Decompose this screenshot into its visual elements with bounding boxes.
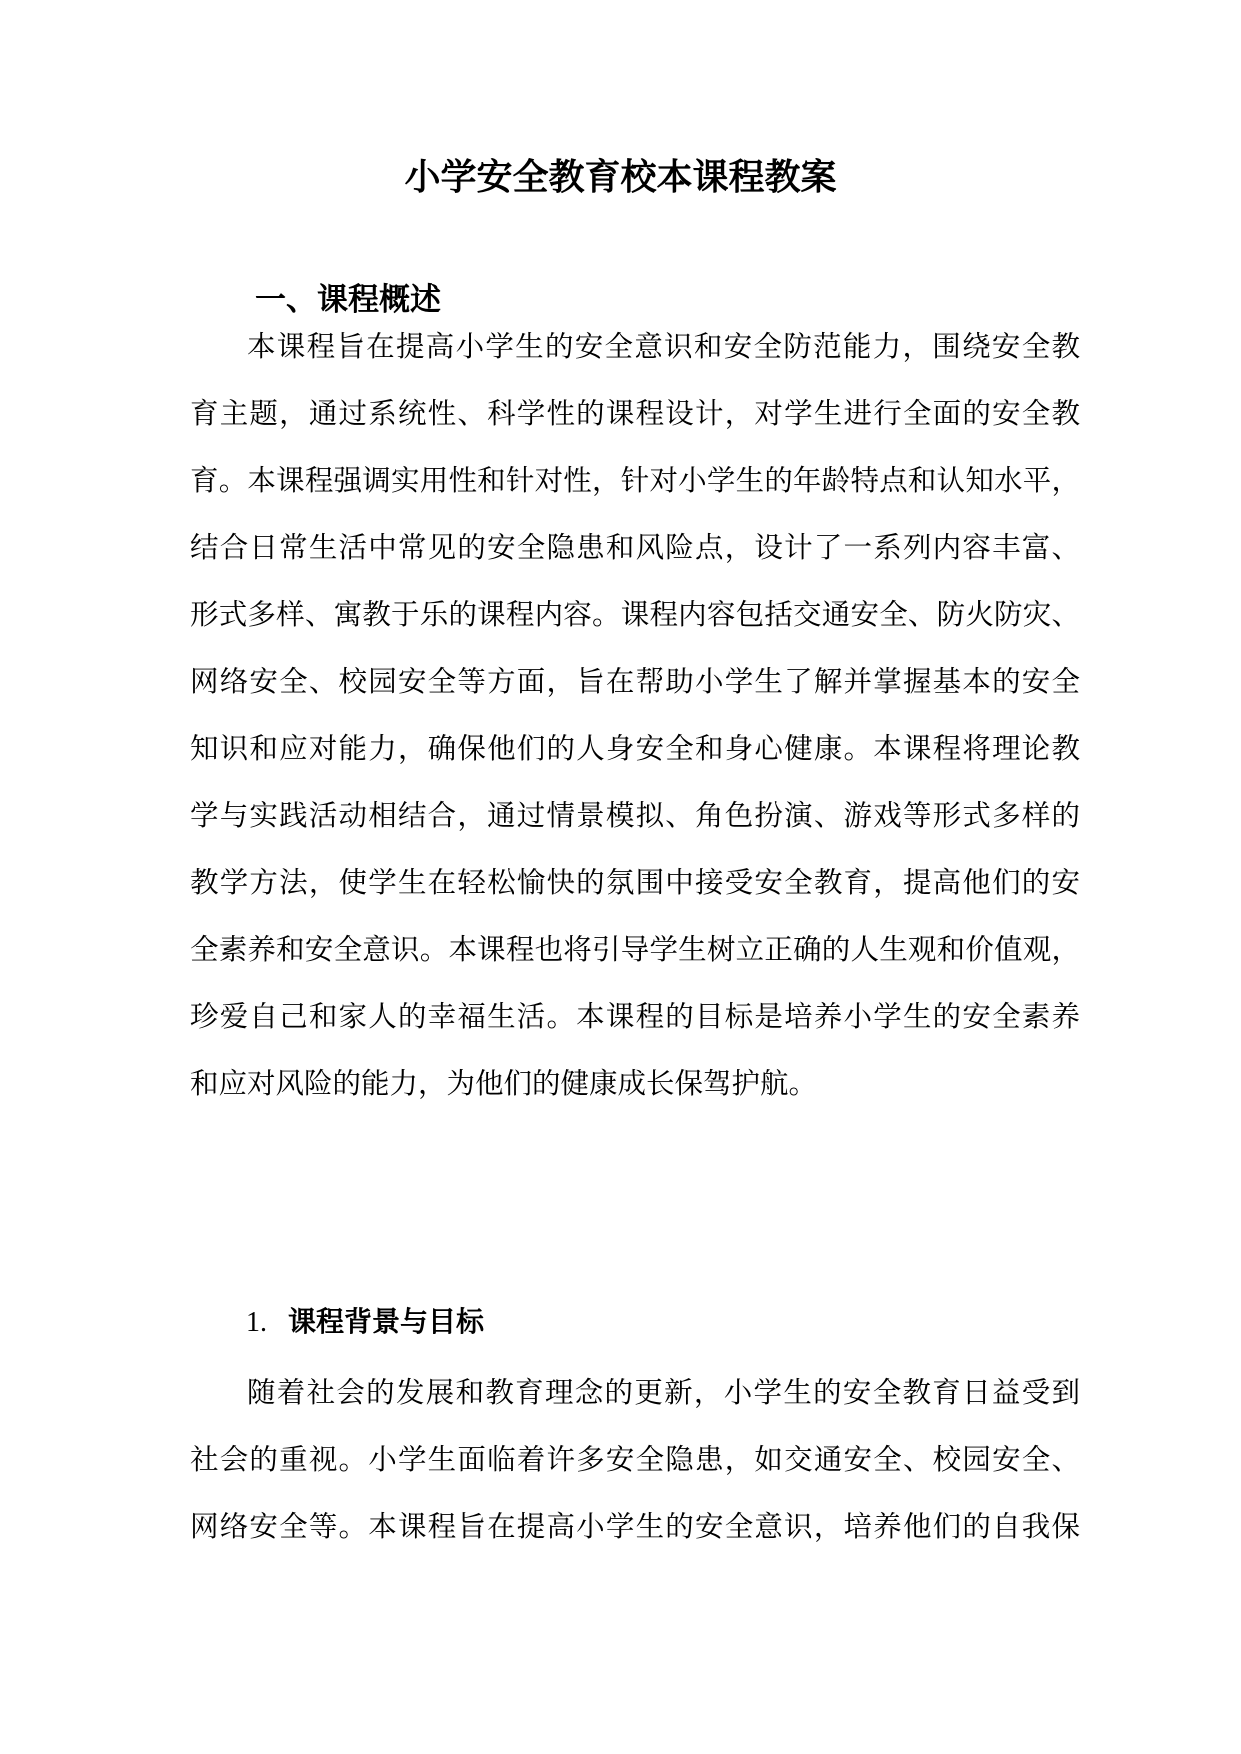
paragraph-line: 结合日常生活中常见的安全隐患和风险点，设计了一系列内容丰富、 bbox=[190, 531, 1080, 564]
paragraph-line: 学与实践活动相结合，通过情景模拟、角色扮演、游戏等形式多样的 bbox=[190, 799, 1080, 832]
paragraph-line: 形式多样、寓教于乐的课程内容。课程内容包括交通安全、防火防灾、 bbox=[190, 598, 1080, 631]
paragraph-line: 和应对风险的能力，为他们的健康成长保驾护航。 bbox=[190, 1067, 818, 1100]
paragraph-line: 本课程旨在提高小学生的安全意识和安全防范能力，围绕安全教 bbox=[247, 330, 1080, 363]
paragraph-line: 社会的重视。小学生面临着许多安全隐患，如交通安全、校园安全、 bbox=[190, 1443, 1080, 1476]
subsection-number: 1. bbox=[246, 1307, 267, 1338]
paragraph-line: 随着社会的发展和教育理念的更新，小学生的安全教育日益受到 bbox=[247, 1376, 1080, 1409]
subsection-title: 课程背景与目标 bbox=[288, 1305, 485, 1338]
subsection-heading-background-goals bbox=[246, 1301, 484, 1344]
section-heading-course-overview: 一、课程概述 bbox=[255, 282, 441, 318]
document-title: 小学安全教育校本课程教案 bbox=[404, 156, 837, 198]
paragraph-line: 育。本课程强调实用性和针对性，针对小学生的年龄特点和认知水平， bbox=[190, 464, 1080, 497]
paragraph-line: 珍爱自己和家人的幸福生活。本课程的目标是培养小学生的安全素养 bbox=[190, 1000, 1080, 1033]
paragraph-line: 教学方法，使学生在轻松愉快的氛围中接受安全教育，提高他们的安 bbox=[190, 866, 1080, 899]
paragraph-line: 网络安全、校园安全等方面，旨在帮助小学生了解并掌握基本的安全 bbox=[190, 665, 1080, 698]
paragraph-line: 知识和应对能力，确保他们的人身安全和身心健康。本课程将理论教 bbox=[190, 732, 1080, 765]
paragraph-line: 育主题，通过系统性、科学性的课程设计，对学生进行全面的安全教 bbox=[190, 397, 1080, 430]
paragraph-line: 网络安全等。本课程旨在提高小学生的安全意识，培养他们的自我保 bbox=[190, 1510, 1080, 1543]
paragraph-line: 全素养和安全意识。本课程也将引导学生树立正确的人生观和价值观， bbox=[190, 933, 1080, 966]
